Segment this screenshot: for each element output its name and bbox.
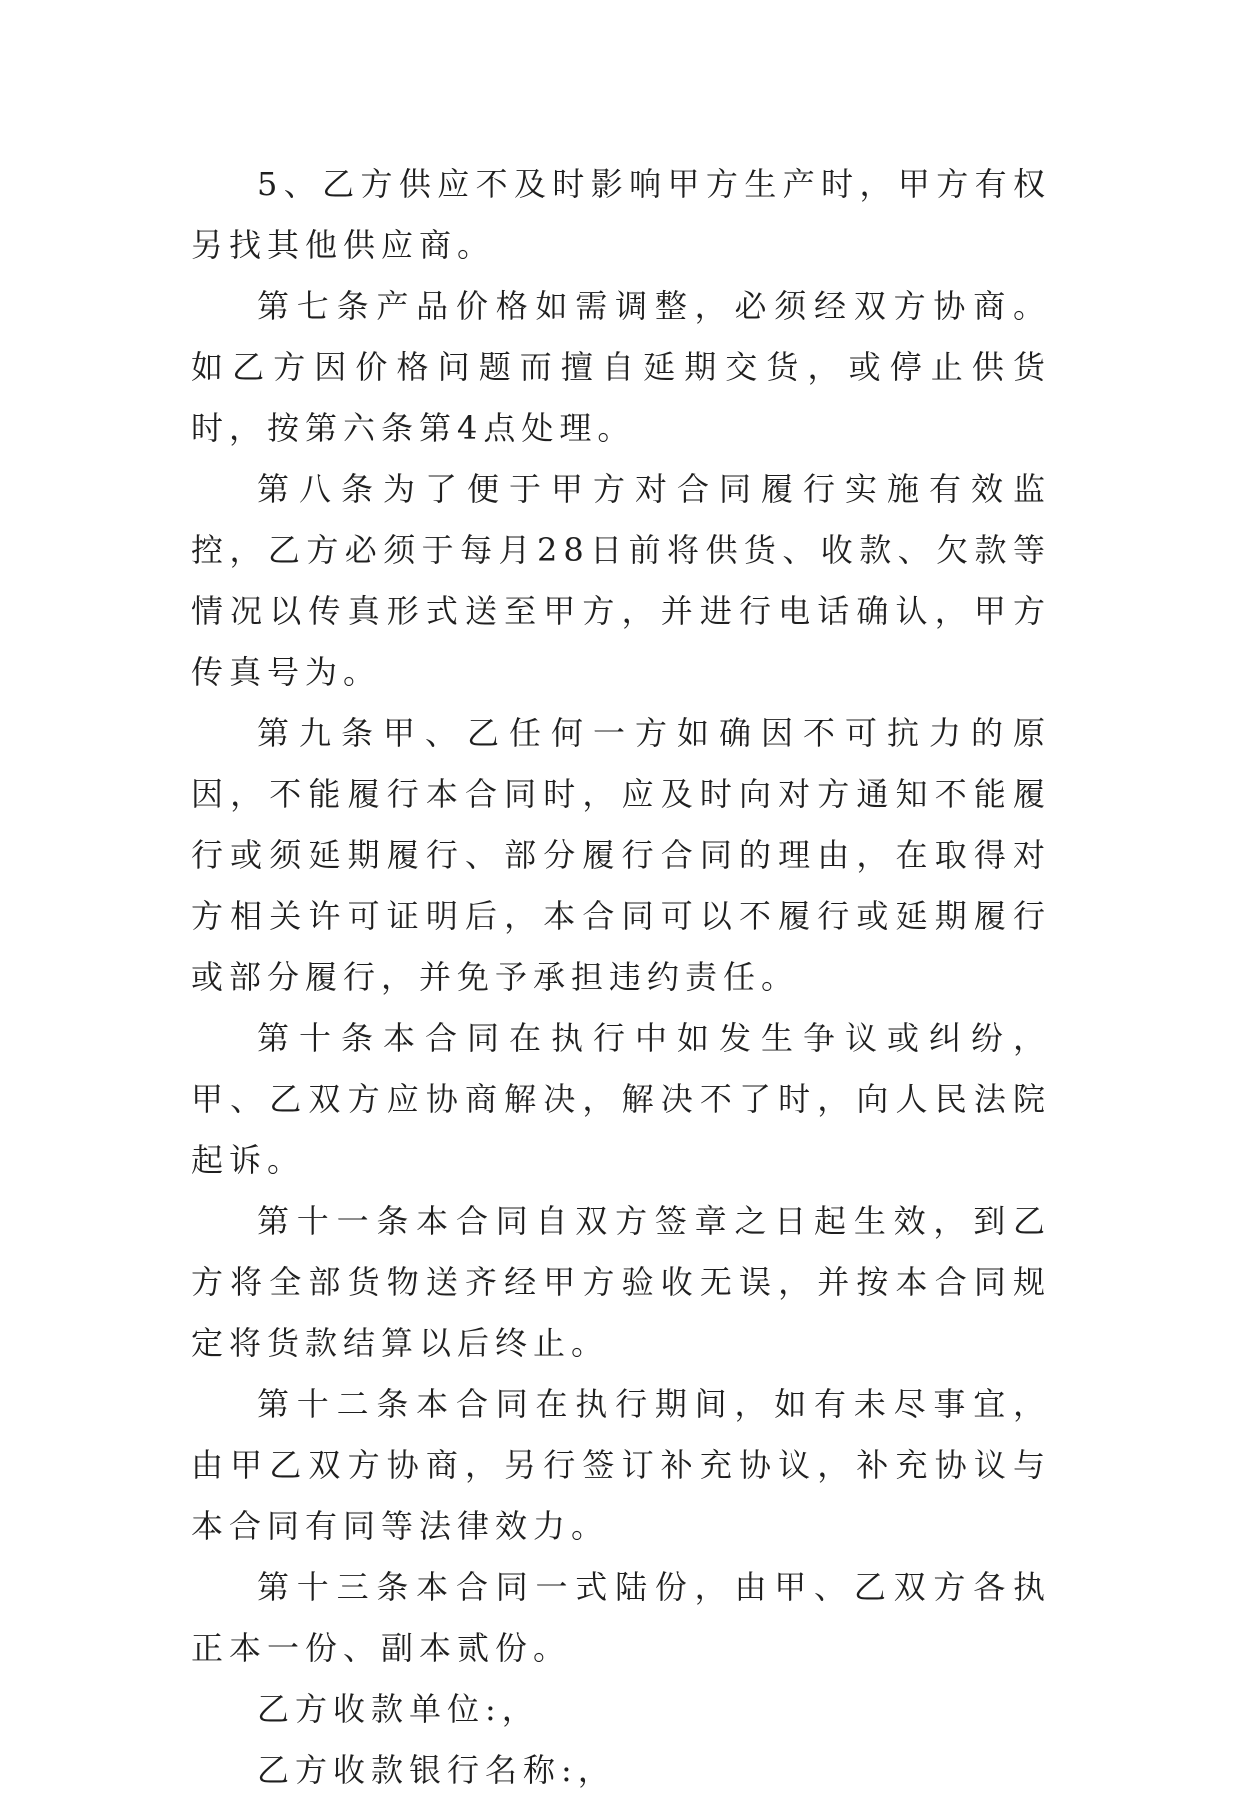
payee-bank-line: 乙方收款银行名称:， [257, 1751, 616, 1789]
payee-unit-line: 乙方收款单位:， [257, 1690, 540, 1728]
paragraph-article-10: 第十条本合同在执行中如发生争议或纠纷，甲、乙双方应协商解决，解决不了时，向人民法院起诉。 [191, 1019, 1051, 1179]
document-body [191, 154, 1051, 1801]
paragraph-article-11: 第十一条本合同自双方签章之日起生效，到乙方将全部货物送齐经甲方验收无误，并按本合同规定将货款结算以后终止。 [191, 1202, 1051, 1362]
paragraph-article-12: 第十二条本合同在执行期间，如有未尽事宜，由甲乙双方协商，另行签订补充协议，补充协议与本合同有同等法律效力。 [191, 1385, 1051, 1545]
paragraph-article-9: 第九条甲、乙任何一方如确因不可抗力的原因，不能履行本合同时，应及时向对方通知不能履行或须延期履行、部分履行合同的理由，在取得对方相关许可证明后，本合同可以不履行或延期履行或部分履行，并免予承担违约责任。 [191, 714, 1051, 996]
paragraph-article-8: 第八条为了便于甲方对合同履行实施有效监控，乙方必须于每月28日前将供货、收款、欠款等情况以传真形式送至甲方，并进行电话确认，甲方传真号为。 [191, 470, 1051, 691]
paragraph-article-13: 第十三条本合同一式陆份，由甲、乙双方各执正本一份、副本贰份。 [191, 1568, 1051, 1667]
paragraph-supply-delay: 5、乙方供应不及时影响甲方生产时，甲方有权另找其他供应商。 [191, 165, 1051, 264]
paragraph-article-7: 第七条产品价格如需调整，必须经双方协商。如乙方因价格问题而擅自延期交货，或停止供货时，按第六条第4点处理。 [191, 287, 1051, 447]
